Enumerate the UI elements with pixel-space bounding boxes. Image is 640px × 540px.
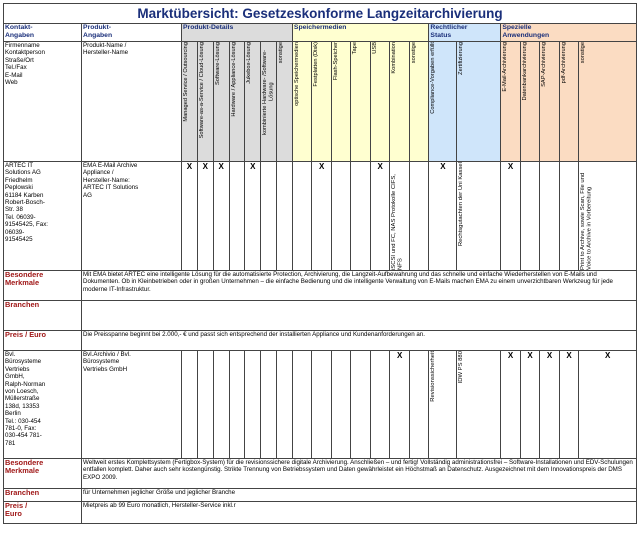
col-festplatten: Festplatten (Disk) (313, 42, 320, 87)
entry2-detail-cell (277, 351, 293, 459)
entry1-anwendung-cell (540, 162, 560, 271)
entry2-compliance-text: Revisionssicherheit (430, 351, 437, 402)
entry2-preis: Mietpreis ab 99 Euro monatlich, Hersteller-Service inkl.r (82, 502, 637, 524)
col-saas: Software-as-a-Service / Cloud-Lösung (198, 42, 205, 139)
preis-label: Preis / Euro (4, 502, 82, 524)
entry1-detail-cell (277, 162, 293, 271)
branchen-label: Branchen (4, 301, 82, 331)
entry2-besondere-merkmale: Weltweit erstes Komplettsystem (Fertigbox-System) für die revisionssichere digitale Archivierung. Anschließen – und fertig! Vollständig administrationsfrei – Software-Installationen und EDV-Schulungen entfallen komplett. Daher auch sehr kostengünstig. Strikte Trennung von Betriebssystem und Daten gewährleistet ein Höchstmaß an Datenschutz. Ausgezeichnet mit dem Innovationspreis der DMS EXPO 2009. (82, 459, 637, 489)
entry1-speicher-cell (351, 162, 371, 271)
entry2-kontakt: Bvl. Bürosysteme Vertriebs GmbH, Ralph-Norman von Loesch, Müllerstraße 138d, 13353 Berlin Tel.: 030-454 781-0, Fax: 030-454 781- 781 (4, 351, 82, 459)
entry1-kombination-text: iSCSI und FC, NAS Protokolle CIFS, NFS (391, 174, 405, 270)
entry2-speicher-cell (312, 351, 332, 459)
preis-label: Preis / Euro (4, 331, 82, 351)
header-produkt: Produkt- Angaben (82, 24, 182, 42)
header-spezielle-anwendungen: Spezielle Anwendungen (501, 24, 637, 42)
col-anwendungen-sonstige: sonstige (580, 42, 587, 64)
entry1-anwendungen-sonstige-text: Print to Archive, sowie Scan, File und Voice to Archive in Vorbereitung (580, 172, 593, 270)
entry2-zertifizierung-text: IDW PS 880 (458, 351, 465, 384)
entry1-detail-cell (261, 162, 277, 271)
col-managed-service: Managed Service / Outsourcing (183, 42, 190, 122)
entry1-kontakt: ARTEC IT Solutions AG Friedhelm Peplowski 61184 Karben Robert-Bosch- Str. 38 Tel. 06039- 91545425, Fax: 06039- 91545425 (4, 162, 82, 271)
entry2-detail-cell (245, 351, 261, 459)
entry1-anwendung-cell (559, 162, 579, 271)
col-hardware: Hardware / Appliance-Lösung (230, 42, 237, 117)
entry2-speicher-cell (331, 351, 351, 459)
entry2-speicher-cell (409, 351, 429, 459)
page-title: Marktübersicht: Gesetzeskonforme Langzeitarchivierung (4, 4, 637, 24)
entry1-speicher-cell: X (312, 162, 332, 271)
market-overview-page (3, 3, 637, 534)
col-datenbank: Datenbankarchivierung (521, 42, 528, 101)
entry2-detail-cell (261, 351, 277, 459)
col-jukebox: Jukebox-Lösung (246, 42, 253, 84)
header-speichermedien: Speichermedien (292, 24, 429, 42)
table-row (4, 351, 637, 459)
entry1-detail-cell: X (245, 162, 261, 271)
entry1-anwendung-cell: X (501, 162, 521, 271)
entry1-speicher-cell (331, 162, 351, 271)
col-kombination: Kombination (391, 42, 398, 74)
entry2-anwendung-cell: X (579, 351, 637, 459)
besondere-merkmale-label: Besondere Merkmale (4, 271, 82, 301)
entry1-zertifizierung-text: Rechtsgutachten der Uni Kassel (458, 162, 465, 247)
branchen-label: Branchen (4, 489, 82, 502)
entry1-speicher-cell (409, 162, 429, 271)
entry2-speicher-cell (370, 351, 390, 459)
header-kontakt: Kontakt- Angaben (4, 24, 82, 42)
entry1-compliance-cell: X (429, 162, 457, 271)
entry2-speicher-cell: X (390, 351, 410, 459)
entry1-detail-cell: X (182, 162, 198, 271)
besondere-merkmale-label: Besondere Merkmale (4, 459, 82, 489)
entry1-detail-cell (229, 162, 245, 271)
col-zertifizierung: Zertifizierung (458, 42, 465, 75)
col-email-archivierung: E-Mail-Archivierung (502, 42, 509, 92)
table-row (4, 162, 637, 271)
subheader-produkt: Produkt-Name / Hersteller-Name (82, 42, 182, 162)
entry1-detail-cell: X (197, 162, 213, 271)
col-sap: SAP-Archivierung (541, 42, 548, 87)
entry2-anwendung-cell: X (520, 351, 540, 459)
col-optisch: optische Speichermedien (293, 42, 300, 106)
entry1-detail-cell: X (213, 162, 229, 271)
col-compliance: Compliance-Vorgaben erfüllt (430, 42, 437, 114)
entry2-produkt: Bvl.Archivio / Bvl. Bürosysteme Vertriebs GmbH (82, 351, 182, 459)
entry1-preis: Die Preisspanne beginnt bei 2.000,- € und passt sich entsprechend der installierten Appliance und Kundenanforderungen an. (82, 331, 637, 351)
col-software: Software-Lösung (214, 42, 221, 85)
entry1-branchen (82, 301, 637, 331)
entry2-anwendung-cell: X (559, 351, 579, 459)
entry1-anwendung-cell (520, 162, 540, 271)
col-details-sonstige: sonstige (278, 42, 285, 64)
col-tape: Tape (352, 42, 359, 55)
entry2-branchen: für Unternehmen jeglicher Größe und jeglicher Branche (82, 489, 637, 502)
entry2-anwendung-cell: X (501, 351, 521, 459)
header-produkt-details: Produkt-Details (182, 24, 293, 42)
entry2-detail-cell (229, 351, 245, 459)
entry1-speicher-cell: X (370, 162, 390, 271)
header-rechtlicher-status: Rechtlicher Status (429, 24, 501, 42)
col-pdf: pdf-Archivierung (560, 42, 567, 84)
entry1-speicher-cell (292, 162, 312, 271)
entry2-speicher-cell (292, 351, 312, 459)
entry2-detail-cell (197, 351, 213, 459)
entry2-detail-cell (213, 351, 229, 459)
entry2-anwendung-cell: X (540, 351, 560, 459)
entry2-detail-cell (182, 351, 198, 459)
col-usb: USB (371, 42, 378, 54)
entry1-produkt: EMA E-Mail Archive Appliance / Hersteller-Name: ARTEC IT Solutions AG (82, 162, 182, 271)
overview-table (3, 3, 637, 524)
subheader-kontakt: Firmenname Kontaktperson Straße/Ort Tel./Fax E-Mail Web (4, 42, 82, 162)
entry1-besondere-merkmale: Mit EMA bietet ARTEC eine intelligente Lösung für die automatisierte Protection, Archivierung, die Langzeit-Aufbewahrung und das schnelle und einfache Wiederherstellen von E-Mails und Dokumenten. Ob in Kleinbetrieben oder in großen Unternehmen – die einfache Bedienung und die intelligente Verwaltung von E-Mails machen EMA zu einem unverzichtbaren Werkzeug für jede moderne IT-Infrastruktur. (82, 271, 637, 301)
col-speicher-sonstige: sonstige (410, 42, 417, 64)
entry2-speicher-cell (351, 351, 371, 459)
col-flash: Flash-Speicher (332, 42, 339, 81)
col-kombiniert: kombinierte Hardware- /Software-Lösung (262, 49, 275, 135)
